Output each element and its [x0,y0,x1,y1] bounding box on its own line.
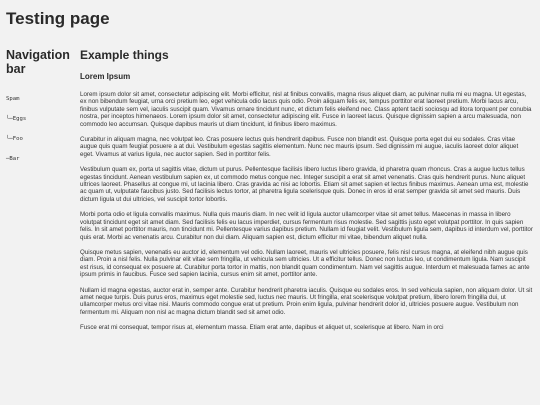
page-title: Testing page [6,9,110,28]
nav-tree [6,83,72,175]
section-heading: Lorem Ipsum [80,72,131,81]
paragraph: Quisque metus sapien, venenatis eu auctor id, elementum vel odio. Nullam laoreet, mauris vel ultricies posuere, felis nisl cursus magna, at eleifend nibh augue quis diam. Proin a nisl felis. Nulla pulvinar elit vitae sem fringilla, ut vehicula sem ultricies. Ut a efficitur tellus. Donec non luctus leo, ut condimentum ligula. Nam suscipit est risus, id consequat ex posuere at. Curabitur porta tortor in mattis, non blandit quam condimentum. Nam vel sagittis augue. Interdum et malesuada fames ac ante ipsum primis in faucibus. Fusce sed sapien lacinia, cursus enim sit amet, porttitor ante. [80,248,530,279]
nav-tree-item-eggs[interactable]: └─Eggs [6,115,27,122]
paragraph: Lorem ipsum dolor sit amet, consectetur adipiscing elit. Morbi efficitur, nisl at finibus convallis, magna risus aliquet diam, ac pulvinar nulla mi eu magna. Ut egestas, ex non bibendum feugiat, urna orci pretium leo, eget vehicula odio lacus quis odio. Proin aliquam felis ex, tempus porttitor erat laoreet pretium. Morbi lacus arcu, finibus vulputate sem vel, iaculis suscipit quam. Vivamus ornare tincidunt nunc, et dictum felis eleifend nec. Class aptent taciti sociosqu ad litora torquent per conubia nostra, per inceptos himenaeos. Lorem ipsum dolor sit amet, consectetur adipiscing elit. Fusce in laoreet lacus. Quisque dignissim sapien a arcu malesuada, non commodo leo accumsan. Quisque dapibus mauris ut diam tincidunt, id finibus libero maximus. [80,91,532,128]
main-heading: Example things [80,48,169,62]
paragraph: Morbi porta odio et ligula convallis maximus. Nulla quis mauris diam. In nec velit id ligula auctor ullamcorper vitae sit amet tellus. Maecenas in massa in libero volutpat tincidunt eget sit amet diam. Sed facilisis felis eu lacus imperdiet, cursus fermentum risus molestie. Sed sagittis justo eget volutpat porttitor. In quis sapien felis. In sit amet porttitor mauris, non tincidunt mi. Pellentesque varius dapibus pretium. Nullam id feugiat velit. Vestibulum ligula sem, dapibus id interdum vel, porttitor quis erat. Morbi ac venenatis arcu. Curabitur non dui diam. Aliquam sapien est, dictum efficitur mi vitae, bibendum aliquet nulla. [80,211,533,241]
nav-tree-item-spam[interactable]: Spam [6,96,20,103]
nav-tree-item-foo[interactable]: └─Foo [6,135,23,142]
navigation-bar [6,48,72,175]
nav-tree-item-bar[interactable]: ─Bar [6,155,20,162]
paragraph: Vestibulum quam ex, porta ut sagittis vitae, dictum ut purus. Pellentesque facilisis libero luctus libero gravida, id pharetra quam rhoncus. Cras a augue luctus tellus egestas tincidunt. Aenean vestibulum sapien ex, ut commodo metus congue nec. Integer suscipit a erat sit amet venenatis. Cras quis hendrerit purus. Nunc aliquet ultrices laoreet. Phasellus at congue mi, ut lacinia libero. Cras gravida ac nisi ac lobortis. Etiam sit amet sapien et lectus finibus maximus. Aenean urna est, molestie ac quam ut, vulputate faucibus justo. Sed facilisis lectus tortor, at pharetra ligula scelerisque quis. Donec in eros id erat semper gravida sit amet sed mauris. Duis dictum ligula ut dui ultricies, vel suscipit tortor lobortis. [80,166,529,203]
nav-heading: Navigation bar [6,48,70,76]
paragraph: Curabitur in aliquam magna, nec volutpat leo. Cras posuere lectus quis hendrerit dapibus. Fusce non blandit est. Quisque porta eget dui eu sodales. Cras vitae augue quis quam feugiat posuere a at dui. Vestibulum egestas sagittis elementum. Nunc nec mauris ipsum. Sed dignissim mi augue, iaculis laoreet dolor aliquet eget. Vivamus at varius ligula, nec auctor sapien. Sed in porttitor felis. [80,136,519,158]
paragraph: Fusce erat mi consequat, tempor risus at, elementum massa. Etiam erat ante, dapibus et aliquet ut, scelerisque at libero. Nam in orci [80,324,444,332]
main-content [80,48,533,332]
paragraph: Nullam id magna egestas, auctor erat in, semper ante. Curabitur hendrerit pharetra iaculis. Quisque eu sodales eros. In sed vehicula sapien, non aliquam dolor. Ut sit amet neque turpis. Duis purus eros, maximus eget molestie sed, luctus nec mauris. Ut fringilla, erat scelerisque volutpat pretium, libero lorem fringilla dui, ut ullamcorper metus orci vitae nisi. Mauris commodo congue erat ut pretium. Proin enim ligula, pulvinar hendrerit dolor id, ultricies posuere augue. Vestibulum non fermentum mi. Aliquam non nisl ac magna dictum blandit sed sit amet odio. [80,286,533,316]
